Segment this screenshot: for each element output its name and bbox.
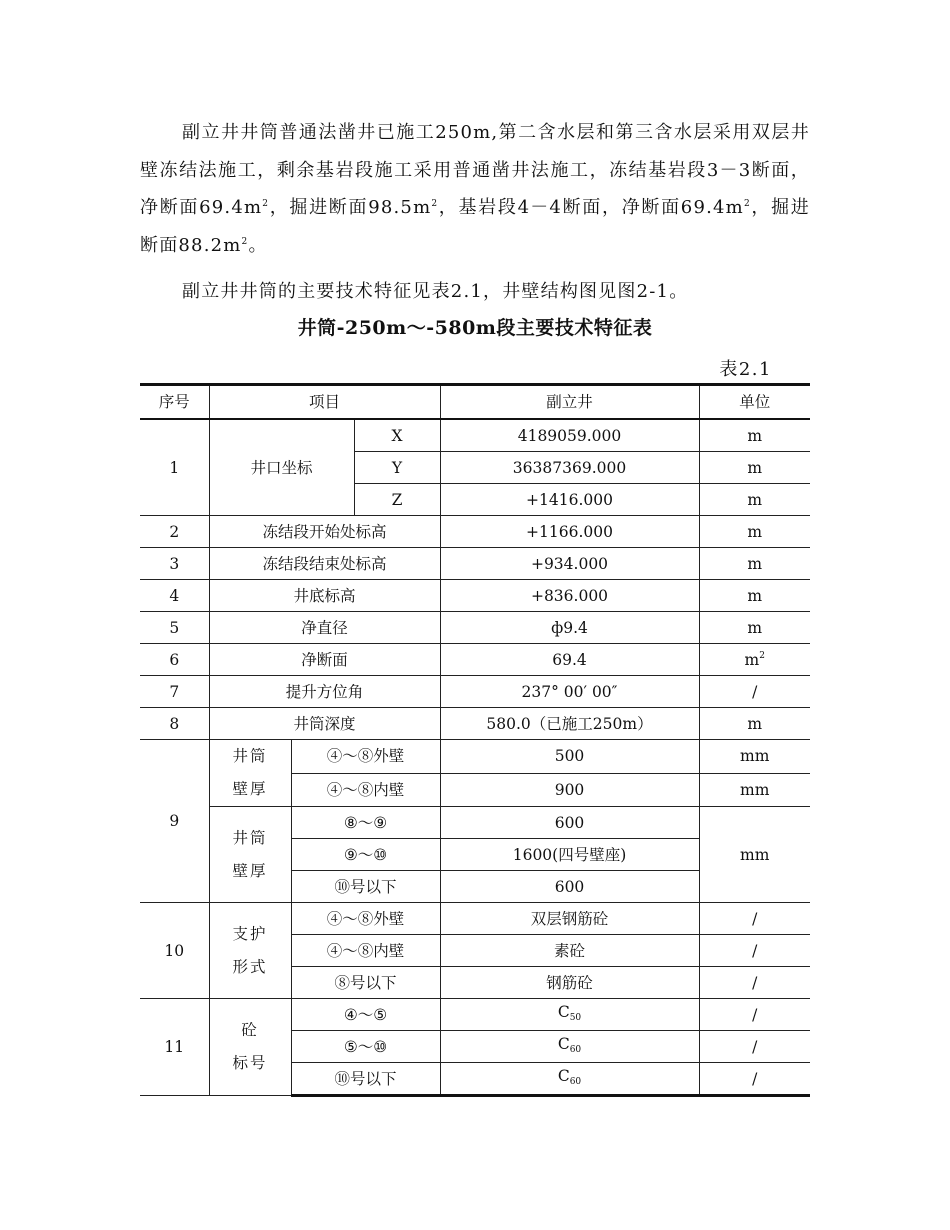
row-subitem: ⑧号以下 [291,967,440,999]
table-row [140,807,810,839]
row-item: 砼 标号 [209,999,291,1096]
row-item: 支护 形式 [209,903,291,999]
technical-features-table [140,383,810,1097]
row-item: 提升方位角 [209,676,440,708]
table-header-row [140,385,810,420]
row-value: $C_{60}$ [440,1031,699,1063]
row-number: 10 [140,903,209,999]
row-item: 井口坐标 [209,419,354,516]
table-row [140,740,810,774]
row-value: 237° 00′ 00″ [440,676,699,708]
row-number: 6 [140,644,209,676]
row-value: +934.000 [440,548,699,580]
row-value: 1600(四号壁座) [440,839,699,871]
table-row [140,708,810,740]
coord-label: Z [354,484,440,516]
row-subitem: ④～⑧外壁 [291,740,440,774]
row-unit: / [699,1031,810,1063]
header-no: 序号 [140,385,209,420]
paragraph-shaft-construction: 副立井井筒普通法凿井已施工250m,第二含水层和第三含水层采用双层井壁冻结法施工，剩余基岩段施工采用普通凿井法施工，冻结基岩段3－3断面，净断面$69.4m^2$，掘进断面$98.5m^2$，基岩段4－4断面，净断面$69.4m^2$，掘进断面$88.2m^2$。 [140,122,810,256]
row-number: 2 [140,516,209,548]
row-subitem: ④～⑧内壁 [291,935,440,967]
table-row [140,644,810,676]
coord-label: Y [354,452,440,484]
row-number: 4 [140,580,209,612]
row-unit: mm [699,740,810,774]
row-unit: / [699,1063,810,1096]
paragraph-table-reference: 副立井井筒的主要技术特征见表2.1，井壁结构图见图2-1。 [182,281,689,302]
row-value: 500 [440,740,699,774]
row-number: 7 [140,676,209,708]
row-unit: / [699,967,810,999]
row-item: 井筒 壁厚 [209,807,291,903]
row-item: 井筒深度 [209,708,440,740]
row-number: 11 [140,999,209,1096]
row-item: 冻结段开始处标高 [209,516,440,548]
row-subitem: ④～⑤ [291,999,440,1031]
row-value: +836.000 [440,580,699,612]
row-subitem: ⑩号以下 [291,871,440,903]
row-unit: m [699,548,810,580]
row-unit: m [699,516,810,548]
row-item: 净直径 [209,612,440,644]
row-value: 69.4 [440,644,699,676]
row-unit: m [699,708,810,740]
row-value: 素砼 [440,935,699,967]
row-value: +1416.000 [440,484,699,516]
table-row [140,419,810,452]
row-subitem: ⑤～⑩ [291,1031,440,1063]
row-number: 5 [140,612,209,644]
row-unit: m [699,484,810,516]
row-value: 4189059.000 [440,419,699,452]
row-unit: / [699,676,810,708]
row-value: 双层钢筋砼 [440,903,699,935]
row-unit: m [699,419,810,452]
row-unit: / [699,903,810,935]
row-value: $C_{50}$ [440,999,699,1031]
coord-label: X [354,419,440,452]
row-number: 3 [140,548,209,580]
table-row [140,548,810,580]
row-subitem: ⑧～⑨ [291,807,440,839]
row-item: 净断面 [209,644,440,676]
row-unit: / [699,935,810,967]
row-number: 9 [140,740,209,903]
row-unit: $m^2$ [699,644,810,676]
row-subitem: ④～⑧外壁 [291,903,440,935]
table-row [140,580,810,612]
row-value: 600 [440,807,699,839]
row-unit: mm [699,773,810,807]
row-value: +1166.000 [440,516,699,548]
row-item: 井筒 壁厚 [209,740,291,807]
row-item: 井底标高 [209,580,440,612]
table-row [140,903,810,935]
row-value: ф9.4 [440,612,699,644]
table-row [140,676,810,708]
header-unit: 单位 [699,385,810,420]
row-value: $C_{60}$ [440,1063,699,1096]
row-value: 600 [440,871,699,903]
header-value: 副立井 [440,385,699,420]
row-value: 580.0（已施工250m） [440,708,699,740]
table-row [140,999,810,1031]
table-number: 表2.1 [719,359,772,380]
row-unit: m [699,452,810,484]
table-row [140,612,810,644]
header-item: 项目 [209,385,440,420]
row-item: 冻结段结束处标高 [209,548,440,580]
row-number: 8 [140,708,209,740]
row-subitem: ④～⑧内壁 [291,773,440,807]
row-value: 36387369.000 [440,452,699,484]
row-unit: m [699,580,810,612]
table-row [140,516,810,548]
row-value: 钢筋砼 [440,967,699,999]
row-unit: mm [699,807,810,903]
row-unit: m [699,612,810,644]
row-number: 1 [140,419,209,516]
row-unit: / [699,999,810,1031]
row-value: 900 [440,773,699,807]
row-subitem: ⑨～⑩ [291,839,440,871]
table-title: 井筒-250m～-580m段主要技术特征表 [297,317,653,339]
row-subitem: ⑩号以下 [291,1063,440,1096]
